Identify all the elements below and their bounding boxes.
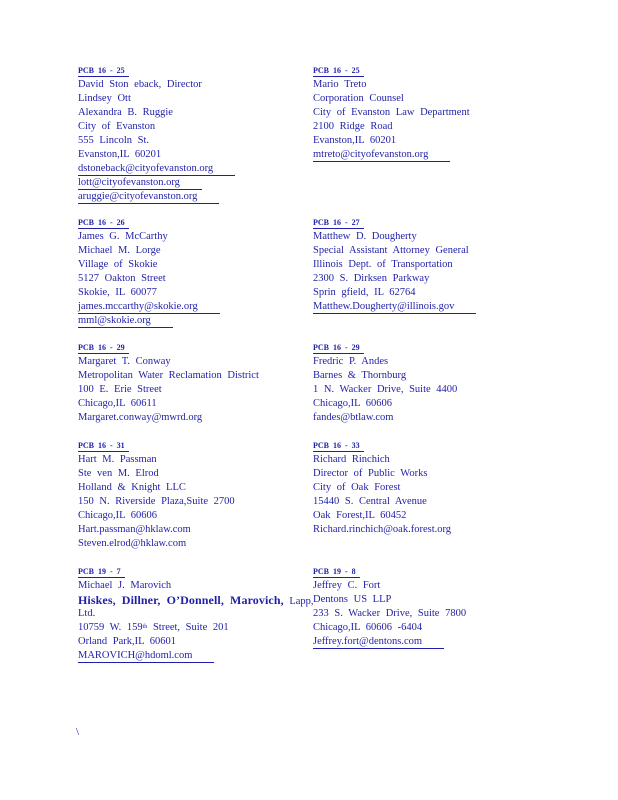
organization: Dentons US LLP — [313, 594, 392, 605]
email-link[interactable]: lott@cityofevanston.org — [78, 176, 202, 190]
organization: Barnes & Thornburg — [313, 370, 407, 381]
city-state-zip: Chicago,IL 60606 — [313, 398, 393, 409]
case-header: PCB 16 - 31 — [78, 440, 129, 452]
email-link[interactable]: james.mccarthy@skokie.org — [78, 300, 220, 314]
contact-name: James G. McCarthy — [78, 231, 168, 242]
organization: City of Evanston — [78, 121, 156, 132]
city-state-zip: Skokie, IL 60077 — [78, 287, 157, 298]
contact-name: Alexandra B. Ruggie — [78, 107, 173, 118]
contact-name: Mario Treto — [313, 79, 367, 90]
service-block-9 — [78, 561, 314, 663]
service-block-6 — [313, 337, 543, 425]
contact-name: Fredric P. Andes — [313, 356, 389, 367]
street-address-a: 10759 W. 159 — [78, 622, 143, 633]
street-address: 2100 Ridge Road — [313, 121, 393, 132]
contact-name: Hart M. Passman — [78, 454, 157, 465]
service-block-7 — [78, 435, 308, 551]
organization: Village of Skokie — [78, 259, 158, 270]
street-address: 100 E. Erie Street — [78, 384, 162, 395]
street-address-b: Street, Suite 201 — [152, 622, 229, 633]
service-block-5 — [78, 337, 308, 425]
case-header: PCB 16 - 29 — [313, 342, 364, 354]
email-link[interactable]: dstoneback@cityofevanston.org — [78, 162, 235, 176]
email-text: fandes@btlaw.com — [313, 412, 394, 423]
street-address: 2300 S. Dirksen Parkway — [313, 273, 430, 284]
city-state-zip: Chicago,IL 60606 — [78, 510, 158, 521]
case-header: PCB 16 - 26 — [78, 217, 129, 229]
case-header: PCB 16 - 33 — [313, 440, 364, 452]
case-header: PCB 19 - 7 — [78, 566, 125, 578]
case-header: PCB 16 - 25 — [313, 65, 364, 77]
service-block-8 — [313, 435, 543, 537]
email-text: Hart.passman@hklaw.com — [78, 524, 191, 535]
firm-name-line — [78, 593, 314, 607]
ordinal-suffix: th — [142, 624, 148, 630]
contact-title: Director of Public Works — [313, 468, 428, 479]
case-header: PCB 19 - 8 — [313, 566, 360, 578]
contact-name: Jeffrey C. Fort — [313, 580, 381, 591]
footer-mark: \ — [76, 726, 80, 738]
case-header: PCB 16 - 29 — [78, 342, 129, 354]
email-link[interactable]: mml@skokie.org — [78, 314, 173, 328]
firm-name: Hiskes, Dillner, O’Donnell, Marovich, — [78, 593, 284, 607]
contact-name: Margaret T. Conway — [78, 356, 171, 367]
street-address: 555 Lincoln St. — [78, 135, 150, 146]
email-link[interactable]: mtreto@cityofevanston.org — [313, 148, 450, 162]
contact-title: Corporation Counsel — [313, 93, 404, 104]
contact-name: Ste ven M. Elrod — [78, 468, 159, 479]
email-link[interactable]: MAROVICH@hdoml.com — [78, 649, 214, 663]
city-state-zip: Chicago,IL 60606 -6404 — [313, 622, 423, 633]
contact-name: Matthew D. Dougherty — [313, 231, 417, 242]
contact-name: Michael J. Marovich — [78, 580, 172, 591]
firm-name-cont: Lapp, — [289, 596, 314, 607]
street-address: 15440 S. Central Avenue — [313, 496, 427, 507]
firm-suffix: Ltd. — [78, 608, 96, 619]
email-link[interactable]: Matthew.Dougherty@illinois.gov — [313, 300, 476, 314]
service-block-1 — [78, 60, 308, 204]
organization: Illinois Dept. of Transportation — [313, 259, 453, 270]
service-block-4 — [313, 212, 543, 314]
email-text: Margaret.conway@mwrd.org — [78, 412, 203, 423]
organization: City of Evanston Law Department — [313, 107, 470, 118]
contact-name: Lindsey Ott — [78, 93, 131, 104]
email-text: Steven.elrod@hklaw.com — [78, 538, 187, 549]
service-block-3 — [78, 212, 308, 328]
contact-name: David Ston eback, Director — [78, 79, 202, 90]
street-address: 150 N. Riverside Plaza,Suite 2700 — [78, 496, 235, 507]
street-address: 1 N. Wacker Drive, Suite 4400 — [313, 384, 458, 395]
email-link[interactable]: aruggie@cityofevanston.org — [78, 190, 219, 204]
city-state-zip: Evanston,IL 60201 — [313, 135, 397, 146]
street-address: 233 S. Wacker Drive, Suite 7800 — [313, 608, 467, 619]
case-header: PCB 16 - 27 — [313, 217, 364, 229]
contact-title: Special Assistant Attorney General — [313, 245, 469, 256]
contact-name: Richard Rinchich — [313, 454, 390, 465]
service-block-10 — [313, 561, 543, 649]
city-state-zip: Orland Park,IL 60601 — [78, 636, 177, 647]
street-address — [78, 621, 298, 635]
street-address: 5127 Oakton Street — [78, 273, 166, 284]
service-block-2 — [313, 60, 543, 162]
city-state-zip: Sprin gfield, IL 62764 — [313, 287, 416, 298]
organization: Metropolitan Water Reclamation District — [78, 370, 259, 381]
organization: Holland & Knight LLC — [78, 482, 186, 493]
case-header: PCB 16 - 25 — [78, 65, 129, 77]
organization: City of Oak Forest — [313, 482, 401, 493]
city-state-zip: Oak Forest,IL 60452 — [313, 510, 407, 521]
email-text: Richard.rinchich@oak.forest.org — [313, 524, 452, 535]
contact-name: Michael M. Lorge — [78, 245, 161, 256]
city-state-zip: Evanston,IL 60201 — [78, 149, 162, 160]
email-link[interactable]: Jeffrey.fort@dentons.com — [313, 635, 444, 649]
city-state-zip: Chicago,IL 60611 — [78, 398, 157, 409]
